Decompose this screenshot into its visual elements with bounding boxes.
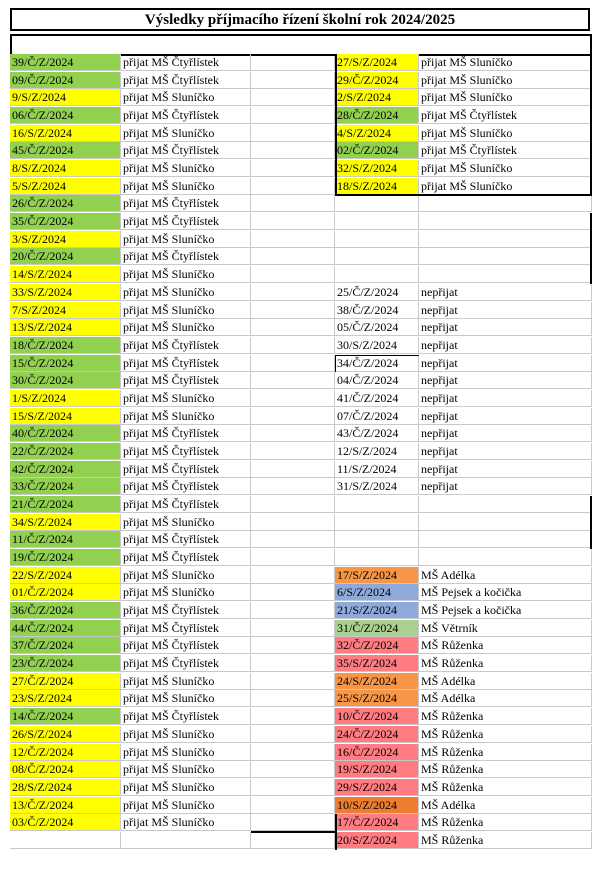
header-bar xyxy=(10,34,592,56)
right-code-cell: 02/Č/Z/2024 xyxy=(335,142,419,159)
left-code-cell: 18/Č/Z/2024 xyxy=(10,337,121,354)
left-code-cell: 27/Č/Z/2024 xyxy=(10,673,121,690)
left-result-cell: přijat MŠ Čtyřlístek xyxy=(121,107,251,124)
spacer-cell xyxy=(251,302,335,319)
right-code-cell: 29/Č/Z/2024 xyxy=(335,72,419,89)
spacer-cell xyxy=(251,213,335,230)
spacer-cell xyxy=(251,54,335,71)
spacer-cell xyxy=(251,514,335,531)
left-result-cell: přijat MŠ Čtyřlístek xyxy=(121,248,251,265)
left-code-cell: 14/Č/Z/2024 xyxy=(10,708,121,725)
left-code-cell: 36/Č/Z/2024 xyxy=(10,602,121,619)
spacer-cell xyxy=(251,531,335,548)
border-line xyxy=(590,496,592,549)
right-result-cell xyxy=(419,496,592,513)
right-result-cell: nepřijat xyxy=(419,372,592,389)
left-result-cell: přijat MŠ Sluníčko xyxy=(121,284,251,301)
left-code-cell: 33/Č/Z/2024 xyxy=(10,478,121,495)
left-result-cell: přijat MŠ Sluníčko xyxy=(121,319,251,336)
left-result-cell: přijat MŠ Sluníčko xyxy=(121,160,251,177)
right-code-cell: 20/S/Z/2024 xyxy=(335,832,419,849)
left-code-cell xyxy=(10,832,121,849)
spacer-cell xyxy=(251,408,335,425)
right-result-cell: nepřijat xyxy=(419,408,592,425)
spacer-cell xyxy=(251,761,335,778)
left-code-cell: 7/S/Z/2024 xyxy=(10,302,121,319)
right-code-cell xyxy=(335,531,419,548)
border-line xyxy=(251,831,335,833)
left-result-cell: přijat MŠ Čtyřlístek xyxy=(121,478,251,495)
left-code-cell: 21/Č/Z/2024 xyxy=(10,496,121,513)
left-result-cell: přijat MŠ Čtyřlístek xyxy=(121,496,251,513)
left-code-cell: 28/S/Z/2024 xyxy=(10,779,121,796)
left-code-cell: 09/Č/Z/2024 xyxy=(10,72,121,89)
left-code-cell: 06/Č/Z/2024 xyxy=(10,107,121,124)
right-code-cell: 11/S/Z/2024 xyxy=(335,461,419,478)
right-result-cell: MŠ Pejsek a kočička xyxy=(419,584,592,601)
right-code-cell: 35/S/Z/2024 xyxy=(335,655,419,672)
right-code-cell: 38/Č/Z/2024 xyxy=(335,302,419,319)
left-code-cell: 15/S/Z/2024 xyxy=(10,408,121,425)
spacer-cell xyxy=(251,744,335,761)
right-result-cell: MŠ Pejsek a kočička xyxy=(419,602,592,619)
spacer-cell xyxy=(251,390,335,407)
left-result-cell: přijat MŠ Sluníčko xyxy=(121,567,251,584)
spacer-cell xyxy=(251,832,335,849)
spacer-cell xyxy=(251,266,335,283)
right-result-cell xyxy=(419,195,592,212)
left-code-cell: 45/Č/Z/2024 xyxy=(10,142,121,159)
right-result-cell xyxy=(419,248,592,265)
right-result-cell: MŠ Růženka xyxy=(419,637,592,654)
border-line xyxy=(335,54,337,195)
right-code-cell: 04/Č/Z/2024 xyxy=(335,372,419,389)
left-result-cell: přijat MŠ Sluníčko xyxy=(121,673,251,690)
right-result-cell xyxy=(419,514,592,531)
right-result-cell: nepřijat xyxy=(419,425,592,442)
left-result-cell: přijat MŠ Sluníčko xyxy=(121,125,251,142)
right-result-cell: přijat MŠ Sluníčko xyxy=(419,54,592,71)
spacer-cell xyxy=(251,284,335,301)
right-result-cell: nepřijat xyxy=(419,443,592,460)
right-code-cell xyxy=(335,266,419,283)
right-result-cell: přijat MŠ Sluníčko xyxy=(419,89,592,106)
right-result-cell: přijat MŠ Sluníčko xyxy=(419,72,592,89)
right-code-cell: 25/Č/Z/2024 xyxy=(335,284,419,301)
left-code-cell: 22/S/Z/2024 xyxy=(10,567,121,584)
left-code-cell: 08/Č/Z/2024 xyxy=(10,761,121,778)
left-result-cell: přijat MŠ Sluníčko xyxy=(121,690,251,707)
left-result-cell: přijat MŠ Sluníčko xyxy=(121,514,251,531)
right-code-cell: 25/S/Z/2024 xyxy=(335,690,419,707)
left-result-cell: přijat MŠ Čtyřlístek xyxy=(121,443,251,460)
spacer-cell xyxy=(251,637,335,654)
right-code-cell: 12/S/Z/2024 xyxy=(335,443,419,460)
right-result-cell: nepřijat xyxy=(419,390,592,407)
spacer-cell xyxy=(251,620,335,637)
left-result-cell: přijat MŠ Sluníčko xyxy=(121,744,251,761)
left-result-cell: přijat MŠ Sluníčko xyxy=(121,178,251,195)
left-result-cell: přijat MŠ Sluníčko xyxy=(121,797,251,814)
left-result-cell: přijat MŠ Čtyřlístek xyxy=(121,549,251,566)
right-result-cell: přijat MŠ Čtyřlístek xyxy=(419,107,592,124)
border-line xyxy=(335,355,419,356)
right-code-cell xyxy=(335,248,419,265)
right-code-cell: 29/S/Z/2024 xyxy=(335,779,419,796)
spacer-cell xyxy=(251,178,335,195)
left-code-cell: 37/Č/Z/2024 xyxy=(10,637,121,654)
spacer-cell xyxy=(251,231,335,248)
right-code-cell: 27/S/Z/2024 xyxy=(335,54,419,71)
spacer-cell xyxy=(251,726,335,743)
left-result-cell: přijat MŠ Sluníčko xyxy=(121,814,251,831)
left-result-cell: přijat MŠ Čtyřlístek xyxy=(121,72,251,89)
spacer-cell xyxy=(251,355,335,372)
left-result-cell: přijat MŠ Čtyřlístek xyxy=(121,637,251,654)
right-result-cell: MŠ Adélka xyxy=(419,690,592,707)
right-result-cell: MŠ Růženka xyxy=(419,655,592,672)
left-result-cell: přijat MŠ Čtyřlístek xyxy=(121,195,251,212)
left-result-cell: přijat MŠ Čtyřlístek xyxy=(121,142,251,159)
left-result-cell: přijat MŠ Čtyřlístek xyxy=(121,620,251,637)
left-code-cell: 11/Č/Z/2024 xyxy=(10,531,121,548)
spacer-cell xyxy=(251,584,335,601)
spacer-cell xyxy=(251,708,335,725)
right-code-cell: 05/Č/Z/2024 xyxy=(335,319,419,336)
right-code-cell: 19/S/Z/2024 xyxy=(335,761,419,778)
left-result-cell: přijat MŠ Sluníčko xyxy=(121,408,251,425)
right-result-cell xyxy=(419,266,592,283)
border-line xyxy=(335,194,592,196)
right-code-cell: 4/S/Z/2024 xyxy=(335,125,419,142)
spacer-cell xyxy=(251,496,335,513)
right-code-cell: 32/S/Z/2024 xyxy=(335,160,419,177)
left-result-cell: přijat MŠ Sluníčko xyxy=(121,726,251,743)
right-result-cell: přijat MŠ Sluníčko xyxy=(419,125,592,142)
left-code-cell: 03/Č/Z/2024 xyxy=(10,814,121,831)
right-code-cell: 2/S/Z/2024 xyxy=(335,89,419,106)
right-result-cell: MŠ Adélka xyxy=(419,673,592,690)
border-line xyxy=(335,355,336,373)
spacer-cell xyxy=(251,142,335,159)
left-result-cell: přijat MŠ Čtyřlístek xyxy=(121,425,251,442)
right-result-cell: MŠ Růženka xyxy=(419,726,592,743)
right-result-cell: MŠ Větrník xyxy=(419,620,592,637)
right-code-cell xyxy=(335,213,419,230)
right-result-cell: nepřijat xyxy=(419,337,592,354)
left-code-cell: 35/Č/Z/2024 xyxy=(10,213,121,230)
left-result-cell: přijat MŠ Sluníčko xyxy=(121,390,251,407)
right-code-cell: 34/Č/Z/2024 xyxy=(335,355,419,372)
page-title: Výsledky příjmacího řízení školní rok 2024/2025 xyxy=(10,8,590,31)
spacer-cell xyxy=(251,89,335,106)
spacer-cell xyxy=(251,673,335,690)
right-result-cell: nepřijat xyxy=(419,355,592,372)
right-code-cell: 30/S/Z/2024 xyxy=(335,337,419,354)
left-code-cell: 39/Č/Z/2024 xyxy=(10,54,121,71)
left-code-cell: 20/Č/Z/2024 xyxy=(10,248,121,265)
left-result-cell: přijat MŠ Čtyřlístek xyxy=(121,337,251,354)
left-code-cell: 34/S/Z/2024 xyxy=(10,514,121,531)
right-result-cell xyxy=(419,231,592,248)
spacer-cell xyxy=(251,72,335,89)
right-code-cell: 31/S/Z/2024 xyxy=(335,478,419,495)
right-result-cell: nepřijat xyxy=(419,319,592,336)
right-result-cell: nepřijat xyxy=(419,284,592,301)
left-code-cell: 40/Č/Z/2024 xyxy=(10,425,121,442)
spacer-cell xyxy=(251,797,335,814)
spacer-cell xyxy=(251,337,335,354)
right-code-cell: 24/S/Z/2024 xyxy=(335,673,419,690)
left-result-cell: přijat MŠ Čtyřlístek xyxy=(121,355,251,372)
left-result-cell xyxy=(121,832,251,849)
left-code-cell: 9/S/Z/2024 xyxy=(10,89,121,106)
left-result-cell: přijat MŠ Sluníčko xyxy=(121,761,251,778)
right-code-cell: 17/Č/Z/2024 xyxy=(335,814,419,831)
right-result-cell: MŠ Růženka xyxy=(419,708,592,725)
right-result-cell: MŠ Růženka xyxy=(419,761,592,778)
spacer-cell xyxy=(251,655,335,672)
right-result-cell: nepřijat xyxy=(419,302,592,319)
spacer-cell xyxy=(251,814,335,831)
right-result-cell xyxy=(419,549,592,566)
spacer-cell xyxy=(251,425,335,442)
left-result-cell: přijat MŠ Čtyřlístek xyxy=(121,602,251,619)
spacer-cell xyxy=(251,567,335,584)
left-code-cell: 19/Č/Z/2024 xyxy=(10,549,121,566)
left-result-cell: přijat MŠ Čtyřlístek xyxy=(121,213,251,230)
spacer-cell xyxy=(251,443,335,460)
right-code-cell xyxy=(335,496,419,513)
left-code-cell: 16/S/Z/2024 xyxy=(10,125,121,142)
left-code-cell: 13/S/Z/2024 xyxy=(10,319,121,336)
right-result-cell: MŠ Adélka xyxy=(419,797,592,814)
left-code-cell: 8/S/Z/2024 xyxy=(10,160,121,177)
left-code-cell: 01/Č/Z/2024 xyxy=(10,584,121,601)
right-result-cell: nepřijat xyxy=(419,461,592,478)
right-code-cell: 41/Č/Z/2024 xyxy=(335,390,419,407)
left-code-cell: 26/Č/Z/2024 xyxy=(10,195,121,212)
left-code-cell: 13/Č/Z/2024 xyxy=(10,797,121,814)
left-result-cell: přijat MŠ Sluníčko xyxy=(121,89,251,106)
left-code-cell: 12/Č/Z/2024 xyxy=(10,744,121,761)
left-result-cell: přijat MŠ Sluníčko xyxy=(121,231,251,248)
right-result-cell: MŠ Adélka xyxy=(419,567,592,584)
right-code-cell: 10/Č/Z/2024 xyxy=(335,708,419,725)
spacer-cell xyxy=(251,248,335,265)
left-result-cell: přijat MŠ Čtyřlístek xyxy=(121,461,251,478)
right-code-cell: 07/Č/Z/2024 xyxy=(335,408,419,425)
right-result-cell: přijat MŠ Sluníčko xyxy=(419,178,592,195)
right-code-cell: 6/S/Z/2024 xyxy=(335,584,419,601)
left-result-cell: přijat MŠ Čtyřlístek xyxy=(121,531,251,548)
left-result-cell: přijat MŠ Čtyřlístek xyxy=(121,655,251,672)
left-result-cell: přijat MŠ Čtyřlístek xyxy=(121,708,251,725)
left-code-cell: 44/Č/Z/2024 xyxy=(10,620,121,637)
right-code-cell: 43/Č/Z/2024 xyxy=(335,425,419,442)
left-code-cell: 22/Č/Z/2024 xyxy=(10,443,121,460)
border-line xyxy=(335,814,337,849)
spacer-cell xyxy=(251,779,335,796)
spacer-cell xyxy=(251,195,335,212)
right-code-cell: 10/S/Z/2024 xyxy=(335,797,419,814)
right-result-cell xyxy=(419,213,592,230)
border-line xyxy=(251,54,335,56)
right-code-cell xyxy=(335,514,419,531)
right-result-cell: nepřijat xyxy=(419,478,592,495)
right-result-cell xyxy=(419,531,592,548)
right-code-cell: 21/S/Z/2024 xyxy=(335,602,419,619)
spacer-cell xyxy=(251,160,335,177)
left-result-cell: přijat MŠ Sluníčko xyxy=(121,302,251,319)
spacer-cell xyxy=(251,372,335,389)
spacer-cell xyxy=(251,107,335,124)
left-result-cell: přijat MŠ Čtyřlístek xyxy=(121,54,251,71)
right-code-cell: 32/Č/Z/2024 xyxy=(335,637,419,654)
left-code-cell: 26/S/Z/2024 xyxy=(10,726,121,743)
left-code-cell: 15/Č/Z/2024 xyxy=(10,355,121,372)
left-code-cell: 42/Č/Z/2024 xyxy=(10,461,121,478)
spacer-cell xyxy=(251,602,335,619)
right-result-cell: MŠ Růženka xyxy=(419,814,592,831)
spacer-cell xyxy=(251,478,335,495)
left-result-cell: přijat MŠ Sluníčko xyxy=(121,584,251,601)
left-result-cell: přijat MŠ Sluníčko xyxy=(121,779,251,796)
right-result-cell: MŠ Růženka xyxy=(419,744,592,761)
left-result-cell: přijat MŠ Čtyřlístek xyxy=(121,372,251,389)
right-code-cell: 16/Č/Z/2024 xyxy=(335,744,419,761)
spacer-cell xyxy=(251,319,335,336)
right-code-cell: 24/Č/Z/2024 xyxy=(335,726,419,743)
border-line xyxy=(590,54,592,195)
spacer-cell xyxy=(251,690,335,707)
right-code-cell xyxy=(335,549,419,566)
right-result-cell: přijat MŠ Sluníčko xyxy=(419,160,592,177)
right-code-cell xyxy=(335,231,419,248)
right-code-cell: 31/Č/Z/2024 xyxy=(335,620,419,637)
left-code-cell: 3/S/Z/2024 xyxy=(10,231,121,248)
left-code-cell: 23/S/Z/2024 xyxy=(10,690,121,707)
left-code-cell: 23/Č/Z/2024 xyxy=(10,655,121,672)
spacer-cell xyxy=(251,549,335,566)
right-code-cell: 17/S/Z/2024 xyxy=(335,567,419,584)
spacer-cell xyxy=(251,461,335,478)
left-result-cell: přijat MŠ Sluníčko xyxy=(121,266,251,283)
spacer-cell xyxy=(251,125,335,142)
left-code-cell: 33/S/Z/2024 xyxy=(10,284,121,301)
border-line xyxy=(590,213,592,284)
left-code-cell: 14/S/Z/2024 xyxy=(10,266,121,283)
right-code-cell xyxy=(335,195,419,212)
right-result-cell: MŠ Růženka xyxy=(419,779,592,796)
left-code-cell: 1/S/Z/2024 xyxy=(10,390,121,407)
right-result-cell: MŠ Růženka xyxy=(419,832,592,849)
left-code-cell: 5/S/Z/2024 xyxy=(10,178,121,195)
right-result-cell: přijat MŠ Čtyřlístek xyxy=(419,142,592,159)
right-code-cell: 28/Č/Z/2024 xyxy=(335,107,419,124)
right-code-cell: 18/S/Z/2024 xyxy=(335,178,419,195)
left-code-cell: 30/Č/Z/2024 xyxy=(10,372,121,389)
